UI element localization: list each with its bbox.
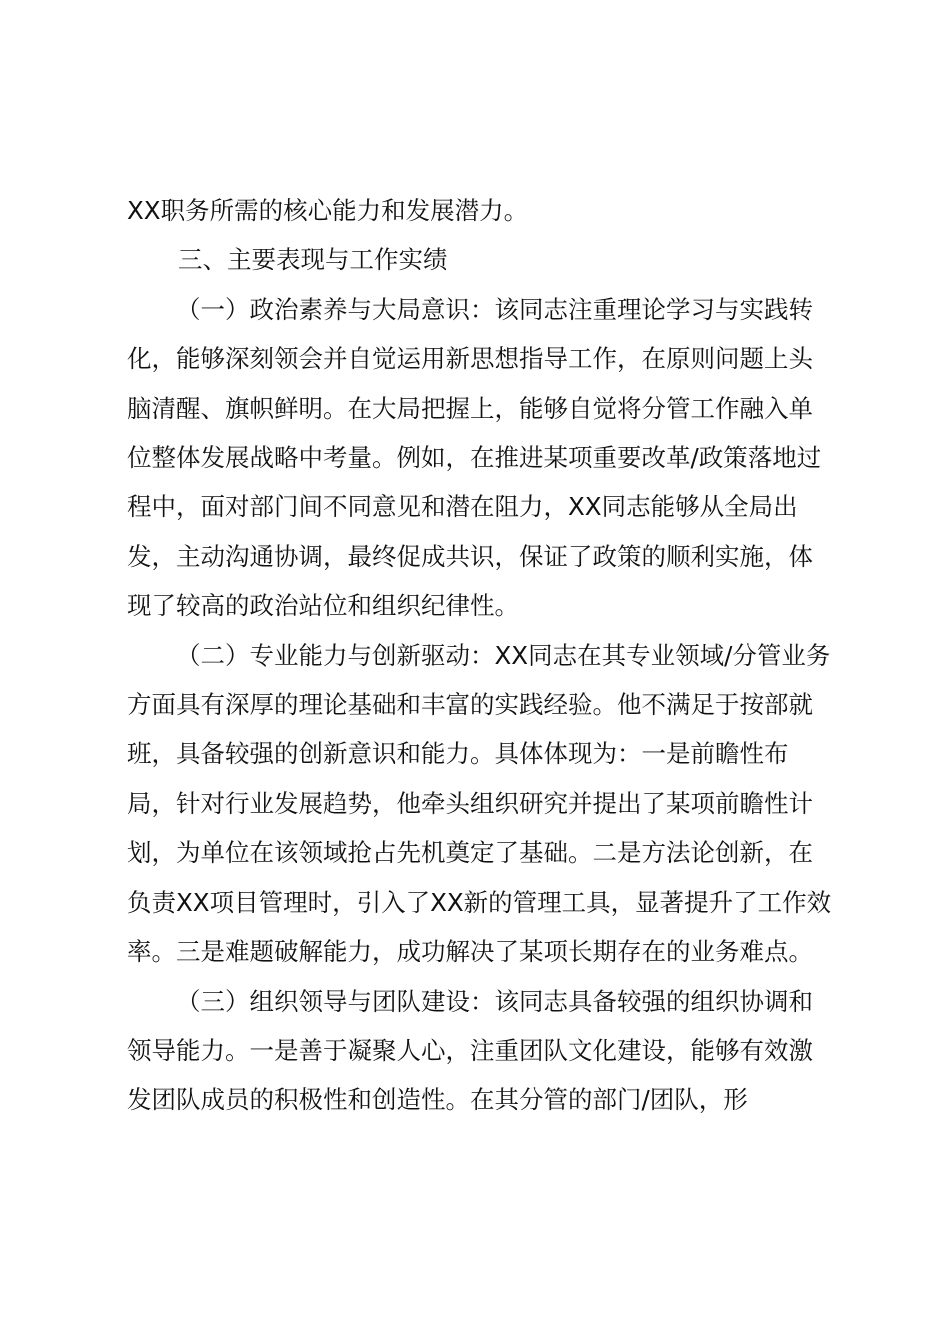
paragraph-professional-ability: （二）专业能力与创新驱动：XX同志在其专业领域/分管业务方面具有深厚的理论基础和丰富的实践经验。他不满足于按部就班，具备较强的创新意识和能力。具体体现为：一是前瞻性布局，针对行业发展趋势，他牵头组织研究并提出了某项前瞻性计划，为单位在该领域抢占先机奠定了基础。二是方法论创新，在负责XX项目管理时，引入了XX新的管理工具，显著提升了工作效率。三是难题破解能力，成功解决了某项长期存在的业务难点。 <box>127 640 832 967</box>
section-heading: 三、主要表现与工作实绩 <box>178 245 448 275</box>
paragraph-political-quality: （一）政治素养与大局意识：该同志注重理论学习与实践转化，能够深刻领会并自觉运用新思想指导工作，在原则问题上头脑清醒、旗帜鲜明。在大局把握上，能够自觉将分管工作融入单位整体发展战略中考量。例如，在推进某项重要改革/政策落地过程中，面对部门间不同意见和潜在阻力，XX同志能够从全局出发，主动沟通协调，最终促成共识，保证了政策的顺利实施，体现了较高的政治站位和组织纪律性。 <box>127 294 822 621</box>
continuation-line: XX职务所需的核心能力和发展潜力。 <box>127 196 529 225</box>
document-body <box>127 186 833 1125</box>
paragraph-organizational-leadership: （三）组织领导与团队建设：该同志具备较强的组织协调和领导能力。一是善于凝聚人心，注重团队文化建设，能够有效激发团队成员的积极性和创造性。在其分管的部门/团队，形 <box>127 986 813 1115</box>
